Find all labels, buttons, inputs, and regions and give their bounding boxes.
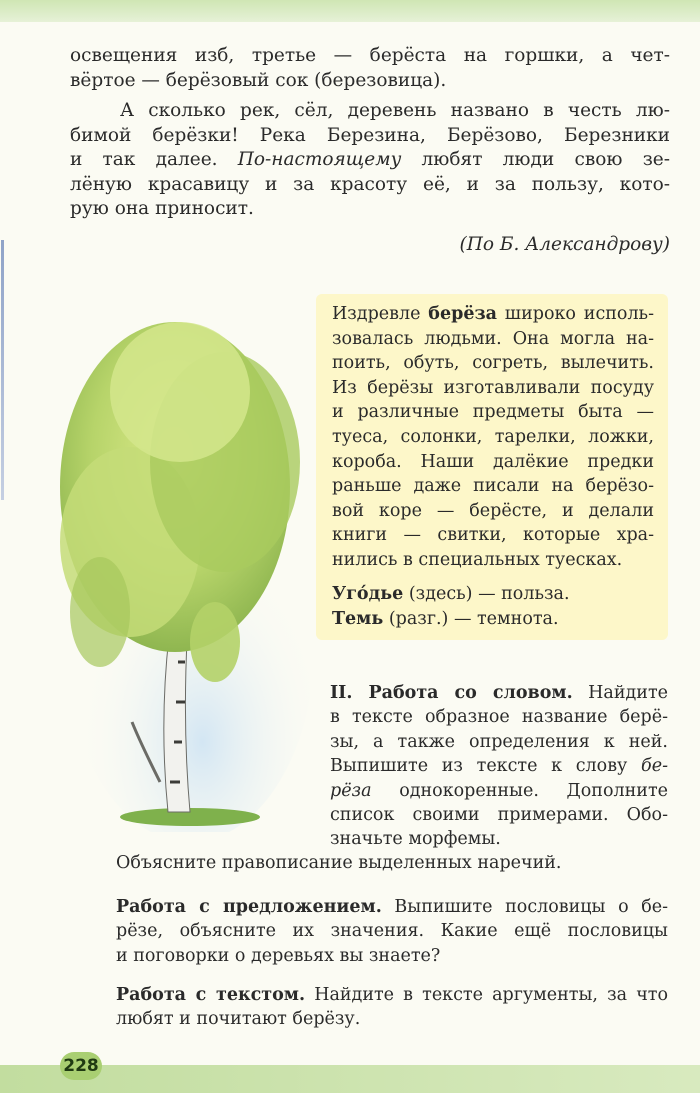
text-line: в тексте образное название берё- xyxy=(330,707,668,728)
task-title: Работа с текстом. xyxy=(116,985,306,1005)
birch-tree-illustration xyxy=(40,312,310,832)
text-fragment: Выпишите пословицы о бе- xyxy=(381,897,669,917)
text-line: раньше даже писали на берёзо- xyxy=(332,476,654,497)
bottom-color-band xyxy=(0,1065,700,1093)
text-line: бимой берёзки! Река Березина, Берёзово, Березники xyxy=(70,124,670,146)
text-line: нились в специальных туесках. xyxy=(332,549,623,570)
text-line-mixed xyxy=(332,302,654,327)
text-line: А сколько рек, сёл, деревень названо в честь лю- xyxy=(120,100,670,121)
target-word: бе- xyxy=(641,756,668,777)
task-word-work xyxy=(330,681,668,852)
text-fragment: Выпишите из тексте к слову xyxy=(330,756,628,777)
gloss-term: Уго́дье xyxy=(332,584,404,604)
text-fragment: любят люди свою зе- xyxy=(401,149,670,171)
text-fragment: однокоренные. Дополните xyxy=(371,780,668,801)
paragraph-birch-names xyxy=(70,99,670,222)
text-line: Из берёзы изготавливали посуду xyxy=(332,377,654,398)
text-line: и поговорки о деревьях вы знаете? xyxy=(116,945,441,966)
margin-rule xyxy=(1,240,4,500)
info-box-text xyxy=(332,302,654,573)
text-line-mixed xyxy=(330,779,668,803)
text-line: список своими примерами. Обо- xyxy=(330,805,668,826)
text-fragment: и так далее. xyxy=(70,149,238,171)
text-fragment: Найдите xyxy=(572,683,668,703)
text-line: и различные предметы быта — xyxy=(332,402,654,423)
keyword: берёза xyxy=(428,304,497,324)
text-line: Объясните правописание выделенных наречий. xyxy=(116,853,562,873)
target-word: рёза xyxy=(330,780,372,801)
text-fragment: Найдите в тексте аргументы, за что xyxy=(305,985,668,1005)
text-line: короба. Наши далёкие предки xyxy=(332,451,654,472)
text-line: зовалась людьми. Она могла на- xyxy=(332,328,654,349)
task-title: II. Работа со словом. xyxy=(330,683,573,703)
text-line-mixed xyxy=(330,754,668,778)
text-line: вёртое — берёзовый сок (березовица). xyxy=(70,69,447,91)
text-line: освещения изб, третье — берёста на горшки, а чет- xyxy=(70,45,670,66)
task-sentence-work xyxy=(116,895,668,968)
text-line: вой коре — берёсте, и делали xyxy=(332,500,654,521)
text-line: значьте морфемы. xyxy=(330,829,501,850)
top-color-band xyxy=(0,0,700,22)
text-line: лёную красавицу и за красоту её, и за пользу, кото- xyxy=(70,173,670,195)
text-fragment: широко исполь- xyxy=(496,304,654,324)
attribution: (По Б. Александрову) xyxy=(459,234,670,255)
page-number: 228 xyxy=(60,1052,102,1080)
text-line: рёзе, объясните их значения. Какие ещё пословицы xyxy=(116,921,668,942)
task-text-work xyxy=(116,983,668,1032)
text-line: любят и почитают берёзу. xyxy=(116,1009,361,1030)
gloss-ugodye xyxy=(332,582,570,606)
gloss-term: Темь xyxy=(332,609,384,629)
birch-info-box xyxy=(316,294,668,640)
text-line-mixed xyxy=(116,895,668,919)
text-line: туеса, солонки, тарелки, ложки, xyxy=(332,426,654,447)
text-line: книги — свитки, которые хра- xyxy=(332,525,654,546)
text-line: рую она приносит. xyxy=(70,198,254,220)
paragraph-continuation xyxy=(70,44,670,93)
task-title: Работа с предложением. xyxy=(116,897,382,917)
gloss-tem xyxy=(332,607,559,631)
highlighted-adverb: По-настоящему xyxy=(237,149,402,171)
text-line: поить, обуть, согреть, вылечить. xyxy=(332,353,654,374)
gloss-definition: (здесь) — польза. xyxy=(403,584,570,604)
text-line-mixed xyxy=(116,983,668,1007)
text-line: зы, а также определения к ней. xyxy=(330,731,668,752)
text-line-mixed xyxy=(70,148,670,173)
text-fragment: Издревле xyxy=(332,304,429,324)
gloss-definition: (разг.) — темнота. xyxy=(383,609,559,629)
text-line-mixed xyxy=(330,681,668,705)
task-word-work-end xyxy=(116,851,676,875)
